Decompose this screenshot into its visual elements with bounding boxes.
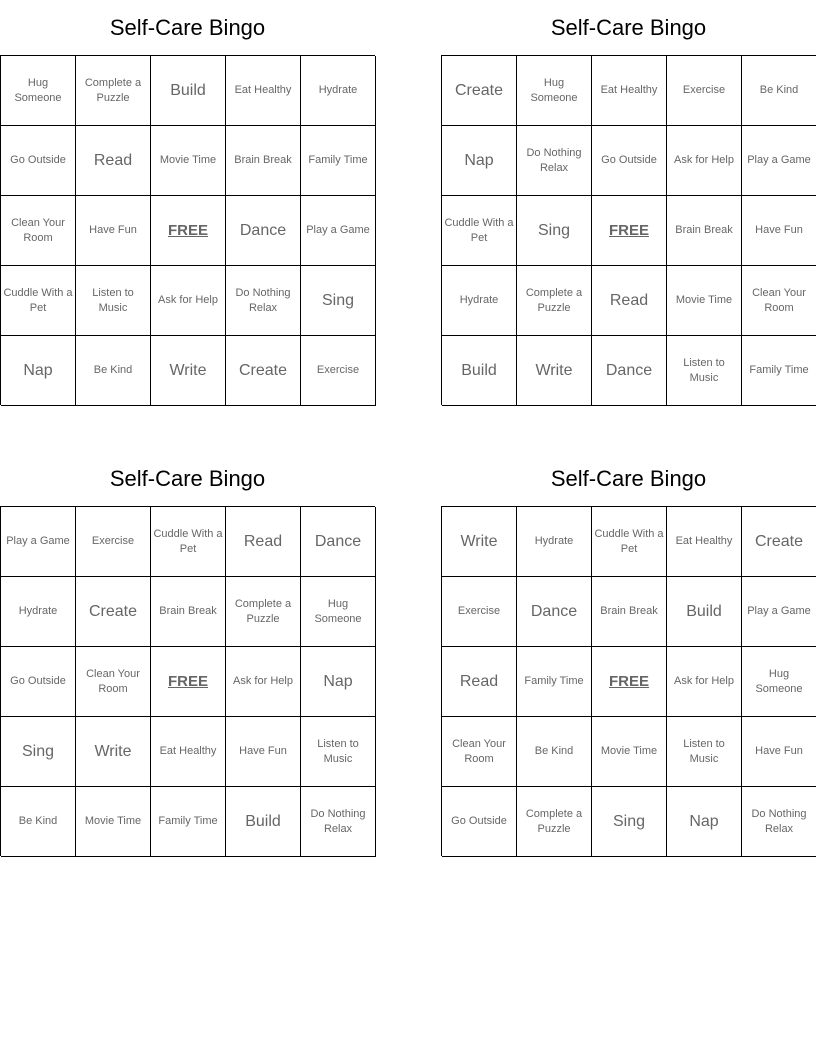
bingo-cell: Write [517, 336, 592, 406]
bingo-cell: Exercise [76, 507, 151, 577]
bingo-cell: Brain Break [226, 126, 301, 196]
bingo-cell: Ask for Help [226, 647, 301, 717]
bingo-cell: Hug Someone [517, 56, 592, 126]
bingo-grid [0, 55, 375, 405]
bingo-cell: Be Kind [1, 787, 76, 857]
bingo-cell: Go Outside [442, 787, 517, 857]
bingo-cell: Family Time [151, 787, 226, 857]
bingo-cell: Clean Your Room [76, 647, 151, 717]
bingo-cell: Be Kind [76, 336, 151, 406]
bingo-cell: Hug Someone [742, 647, 816, 717]
free-space-cell: FREE [151, 647, 226, 717]
free-space-cell: FREE [592, 647, 667, 717]
free-space-cell: FREE [592, 196, 667, 266]
bingo-cell: Family Time [517, 647, 592, 717]
bingo-cell: Complete a Puzzle [517, 787, 592, 857]
bingo-cell: Nap [301, 647, 376, 717]
bingo-cell: Build [226, 787, 301, 857]
bingo-cell: Clean Your Room [742, 266, 816, 336]
bingo-cell: Be Kind [742, 56, 816, 126]
bingo-cell: Eat Healthy [151, 717, 226, 787]
bingo-cell: Write [76, 717, 151, 787]
bingo-card-2 [441, 0, 816, 405]
bingo-cell: Listen to Music [667, 717, 742, 787]
bingo-grid [441, 506, 816, 856]
bingo-cell: Ask for Help [667, 126, 742, 196]
bingo-cell: Play a Game [301, 196, 376, 266]
bingo-cell: Ask for Help [667, 647, 742, 717]
bingo-cell: Do Nothing Relax [517, 126, 592, 196]
bingo-cell: Cuddle With a Pet [442, 196, 517, 266]
free-space-cell: FREE [151, 196, 226, 266]
bingo-cell: Cuddle With a Pet [151, 507, 226, 577]
bingo-cell: Clean Your Room [442, 717, 517, 787]
card-title: Self-Care Bingo [550, 465, 707, 491]
bingo-cell: Play a Game [742, 126, 816, 196]
bingo-cell: Read [226, 507, 301, 577]
bingo-grid [0, 506, 375, 856]
bingo-cell: Dance [592, 336, 667, 406]
bingo-cell: Create [76, 577, 151, 647]
card-title: Self-Care Bingo [109, 465, 266, 491]
bingo-cell: Build [151, 56, 226, 126]
bingo-cell: Hug Someone [1, 56, 76, 126]
bingo-cell: Listen to Music [667, 336, 742, 406]
bingo-cell: Ask for Help [151, 266, 226, 336]
bingo-cell: Read [442, 647, 517, 717]
bingo-cell: Hydrate [1, 577, 76, 647]
bingo-cell: Do Nothing Relax [301, 787, 376, 857]
bingo-cell: Dance [517, 577, 592, 647]
bingo-cell: Build [667, 577, 742, 647]
bingo-cell: Have Fun [76, 196, 151, 266]
bingo-cell: Have Fun [742, 196, 816, 266]
bingo-cell: Hydrate [517, 507, 592, 577]
bingo-cell: Eat Healthy [226, 56, 301, 126]
bingo-cell: Write [151, 336, 226, 406]
bingo-cell: Hydrate [442, 266, 517, 336]
card-title: Self-Care Bingo [109, 14, 266, 40]
bingo-cell: Movie Time [592, 717, 667, 787]
bingo-cell: Complete a Puzzle [226, 577, 301, 647]
bingo-cell: Go Outside [592, 126, 667, 196]
bingo-cell: Create [742, 507, 816, 577]
bingo-cell: Go Outside [1, 126, 76, 196]
bingo-cell: Eat Healthy [592, 56, 667, 126]
bingo-grid [441, 55, 816, 405]
bingo-cell: Complete a Puzzle [517, 266, 592, 336]
bingo-cell: Exercise [301, 336, 376, 406]
bingo-cell: Be Kind [517, 717, 592, 787]
bingo-cell: Exercise [667, 56, 742, 126]
bingo-cell: Cuddle With a Pet [592, 507, 667, 577]
bingo-cell: Movie Time [76, 787, 151, 857]
bingo-card-4 [441, 451, 816, 856]
bingo-cell: Create [442, 56, 517, 126]
bingo-cell: Brain Break [667, 196, 742, 266]
bingo-cell: Do Nothing Relax [742, 787, 816, 857]
bingo-card-3 [0, 451, 375, 856]
bingo-cell: Read [592, 266, 667, 336]
bingo-cell: Play a Game [1, 507, 76, 577]
bingo-cell: Nap [667, 787, 742, 857]
bingo-cell: Do Nothing Relax [226, 266, 301, 336]
bingo-cell: Play a Game [742, 577, 816, 647]
bingo-cell: Brain Break [151, 577, 226, 647]
bingo-cell: Brain Break [592, 577, 667, 647]
bingo-cell: Dance [226, 196, 301, 266]
bingo-cell: Sing [592, 787, 667, 857]
bingo-cell: Nap [442, 126, 517, 196]
bingo-cell: Read [76, 126, 151, 196]
card-title: Self-Care Bingo [550, 14, 707, 40]
bingo-cell: Clean Your Room [1, 196, 76, 266]
bingo-cell: Build [442, 336, 517, 406]
bingo-cell: Family Time [742, 336, 816, 406]
bingo-card-1 [0, 0, 375, 405]
bingo-cell: Hydrate [301, 56, 376, 126]
bingo-cell: Go Outside [1, 647, 76, 717]
bingo-cell: Exercise [442, 577, 517, 647]
bingo-cell: Have Fun [226, 717, 301, 787]
bingo-cell: Movie Time [151, 126, 226, 196]
bingo-cell: Sing [517, 196, 592, 266]
bingo-cell: Write [442, 507, 517, 577]
bingo-cell: Create [226, 336, 301, 406]
bingo-cell: Movie Time [667, 266, 742, 336]
bingo-cell: Cuddle With a Pet [1, 266, 76, 336]
bingo-cell: Complete a Puzzle [76, 56, 151, 126]
bingo-cell: Dance [301, 507, 376, 577]
bingo-cell: Family Time [301, 126, 376, 196]
bingo-cell: Listen to Music [76, 266, 151, 336]
bingo-cell: Hug Someone [301, 577, 376, 647]
bingo-cell: Sing [1, 717, 76, 787]
bingo-cell: Have Fun [742, 717, 816, 787]
bingo-cell: Eat Healthy [667, 507, 742, 577]
bingo-cell: Sing [301, 266, 376, 336]
bingo-cell: Nap [1, 336, 76, 406]
bingo-cell: Listen to Music [301, 717, 376, 787]
